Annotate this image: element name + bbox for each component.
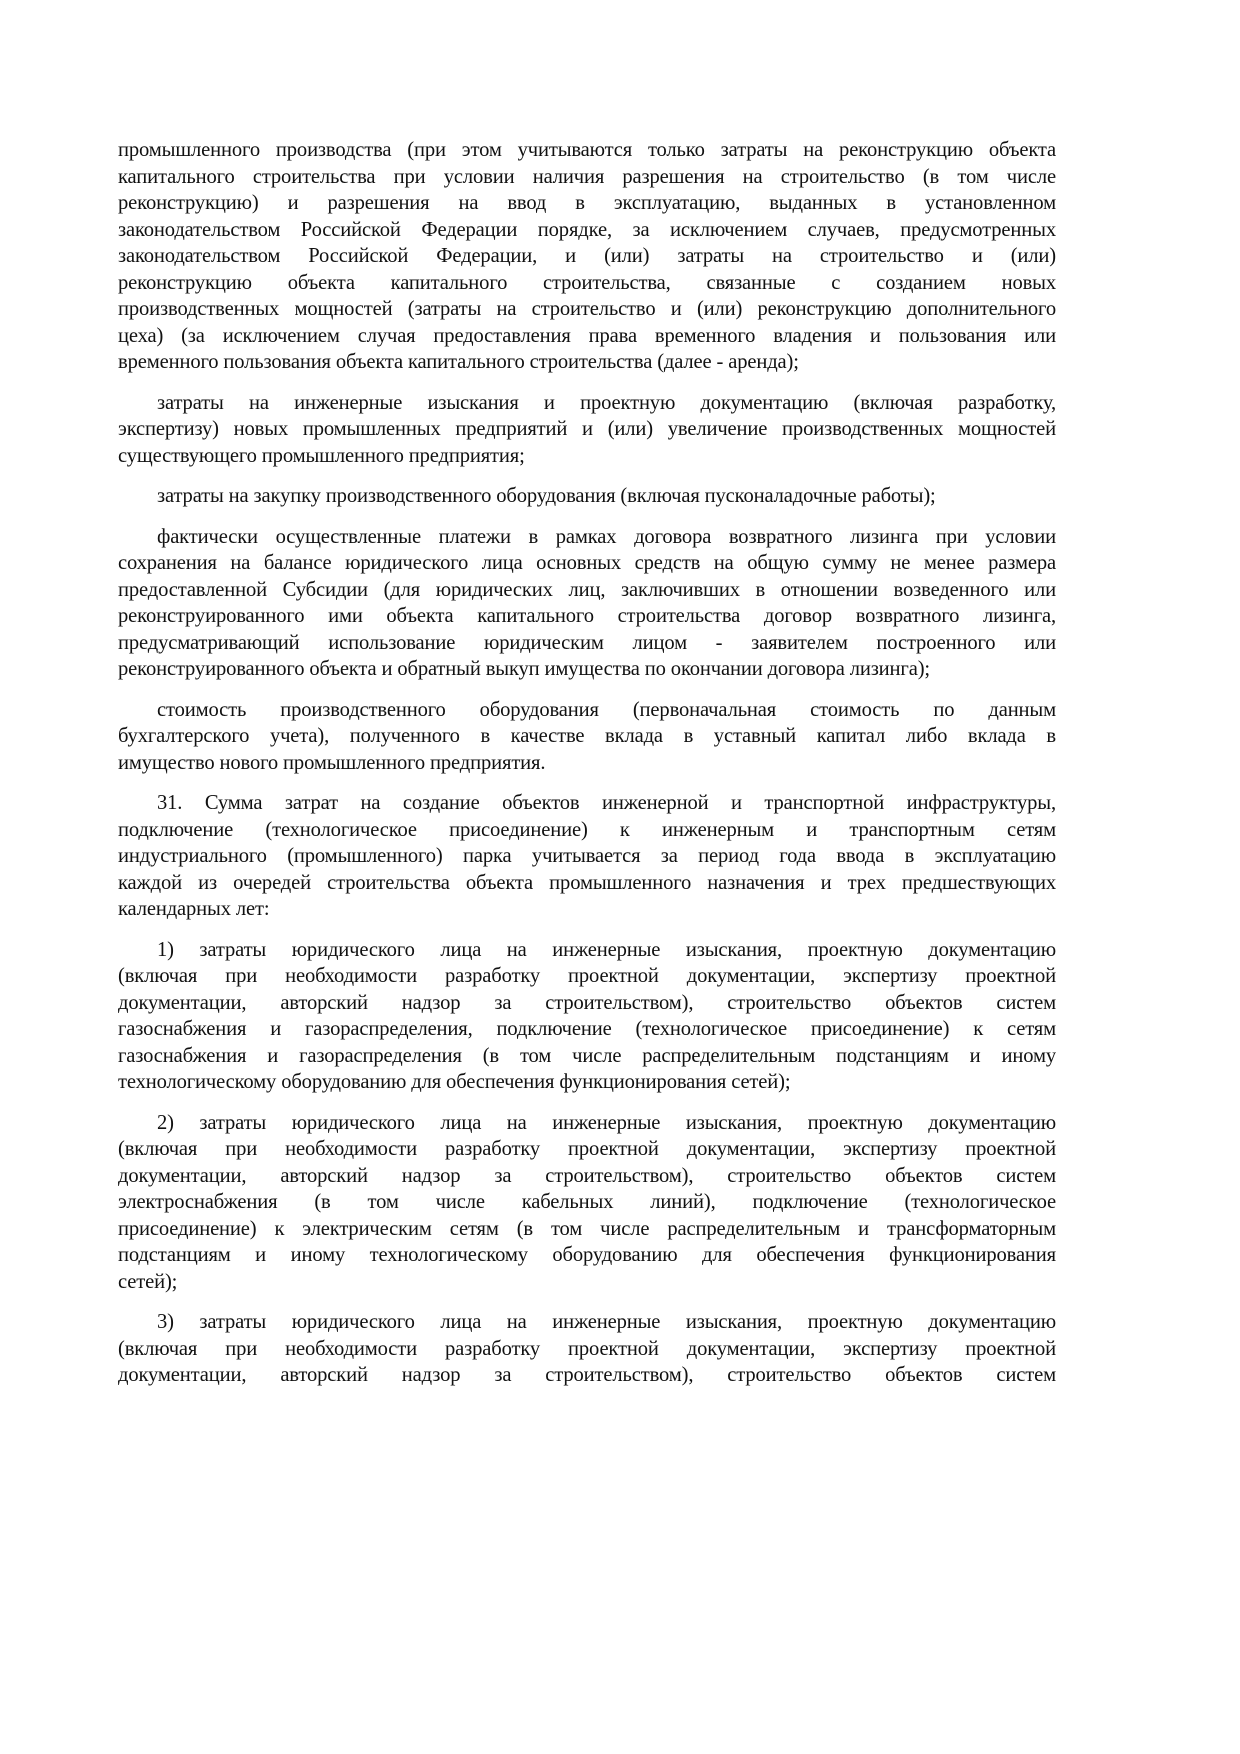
- text-line: бухгалтерского учета), полученного в качестве вклада в уставный капитал либо вклада в: [118, 725, 1056, 747]
- text-line: существующего промышленного предприятия;: [118, 444, 525, 467]
- text-line: производственных мощностей (затраты на строительство и (или) реконструкцию дополнительного: [118, 298, 1056, 320]
- paragraph: [118, 524, 1056, 683]
- paragraph: [118, 1110, 1056, 1296]
- text-line: законодательством Российской Федерации порядке, за исключением случаев, предусмотренных: [118, 218, 1056, 241]
- paragraph: [118, 137, 1056, 376]
- text-line: реконструированного ими объекта капитального строительства договор возвратного лизинга,: [118, 605, 1056, 627]
- text-line: имущество нового промышленного предприятия.: [118, 751, 546, 774]
- text-line: подстанциям и иному технологическому оборудованию для обеспечения функционирования: [118, 1244, 1056, 1266]
- paragraph: [118, 937, 1056, 1096]
- text-line: затраты на инженерные изыскания и проектную документацию (включая разработку,: [157, 391, 1056, 414]
- paragraph: [118, 390, 1056, 470]
- text-line: реконструкцию объекта капитального строительства, связанные с созданием новых: [118, 271, 1056, 294]
- text-line: 3) затраты юридического лица на инженерные изыскания, проектную документацию: [157, 1311, 1056, 1333]
- text-line: промышленного производства (при этом учитываются только затраты на реконструкцию объекта: [118, 139, 1056, 161]
- text-line: документации, авторский надзор за строительством), строительство объектов систем: [118, 991, 1056, 1014]
- text-line: 31. Сумма затрат на создание объектов инженерной и транспортной инфраструктуры,: [157, 792, 1056, 814]
- text-line: присоединение) к электрическим сетям (в том числе распределительным и трансформаторным: [118, 1217, 1056, 1240]
- text-line: документации, авторский надзор за строительством), строительство объектов систем: [118, 1164, 1056, 1187]
- text-line: затраты на закупку производственного оборудования (включая пусконаладочные работы);: [157, 485, 936, 507]
- text-line: цеха) (за исключением случая предоставления права временного владения и пользования или: [118, 324, 1056, 347]
- text-line: временного пользования объекта капитального строительства (далее - аренда);: [118, 351, 799, 373]
- text-line: документации, авторский надзор за строительством), строительство объектов систем: [118, 1364, 1056, 1386]
- text-line: законодательством Российской Федерации, и (или) затраты на строительство и (или): [118, 245, 1056, 267]
- text-line: электроснабжения (в том числе кабельных линий), подключение (технологическое: [118, 1191, 1056, 1213]
- text-line: (включая при необходимости разработку проектной документации, экспертизу проектной: [118, 1138, 1056, 1160]
- text-line: 2) затраты юридического лица на инженерные изыскания, проектную документацию: [157, 1111, 1056, 1134]
- text-line: газоснабжения и газораспределения, подключение (технологическое присоединение) к сетям: [118, 1018, 1056, 1040]
- text-line: сохранения на балансе юридического лица основных средств на общую сумму не менее размера: [118, 552, 1056, 574]
- text-line: реконструкцию) и разрешения на ввод в эксплуатацию, выданных в установленном: [118, 192, 1056, 214]
- text-line: календарных лет:: [118, 898, 270, 920]
- text-line: реконструированного объекта и обратный выкуп имущества по окончании договора лизинга);: [118, 658, 930, 680]
- paragraph: [118, 790, 1056, 923]
- text-line: фактически осуществленные платежи в рамках договора возвратного лизинга при условии: [157, 525, 1056, 548]
- text-line: каждой из очередей строительства объекта промышленного назначения и трех предшествующих: [118, 871, 1056, 894]
- text-line: предусматривающий использование юридическим лицом - заявителем построенного или: [118, 631, 1056, 654]
- text-line: стоимость производственного оборудования (первоначальная стоимость по данным: [157, 698, 1056, 721]
- document-page: [118, 137, 1056, 1403]
- paragraph: [118, 697, 1056, 777]
- text-line: 1) затраты юридического лица на инженерные изыскания, проектную документацию: [157, 938, 1056, 961]
- text-line: подключение (технологическое присоединение) к инженерным и транспортным сетям: [118, 818, 1056, 841]
- paragraph: [118, 483, 1056, 510]
- text-line: газоснабжения и газораспределения (в том числе распределительным подстанциям и иному: [118, 1044, 1056, 1067]
- text-line: (включая при необходимости разработку проектной документации, экспертизу проектной: [118, 965, 1056, 987]
- paragraph: [118, 1309, 1056, 1389]
- text-line: экспертизу) новых промышленных предприятий и (или) увеличение производственных мощностей: [118, 418, 1056, 440]
- text-line: (включая при необходимости разработку проектной документации, экспертизу проектной: [118, 1337, 1056, 1360]
- text-line: сетей);: [118, 1270, 178, 1293]
- text-line: предоставленной Субсидии (для юридических лиц, заключивших в отношении возведенного или: [118, 578, 1056, 601]
- text-line: технологическому оборудованию для обеспечения функционирования сетей);: [118, 1071, 791, 1093]
- text-line: индустриального (промышленного) парка учитывается за период года ввода в эксплуатацию: [118, 845, 1056, 867]
- text-line: капитального строительства при условии наличия разрешения на строительство (в том числе: [118, 165, 1056, 188]
